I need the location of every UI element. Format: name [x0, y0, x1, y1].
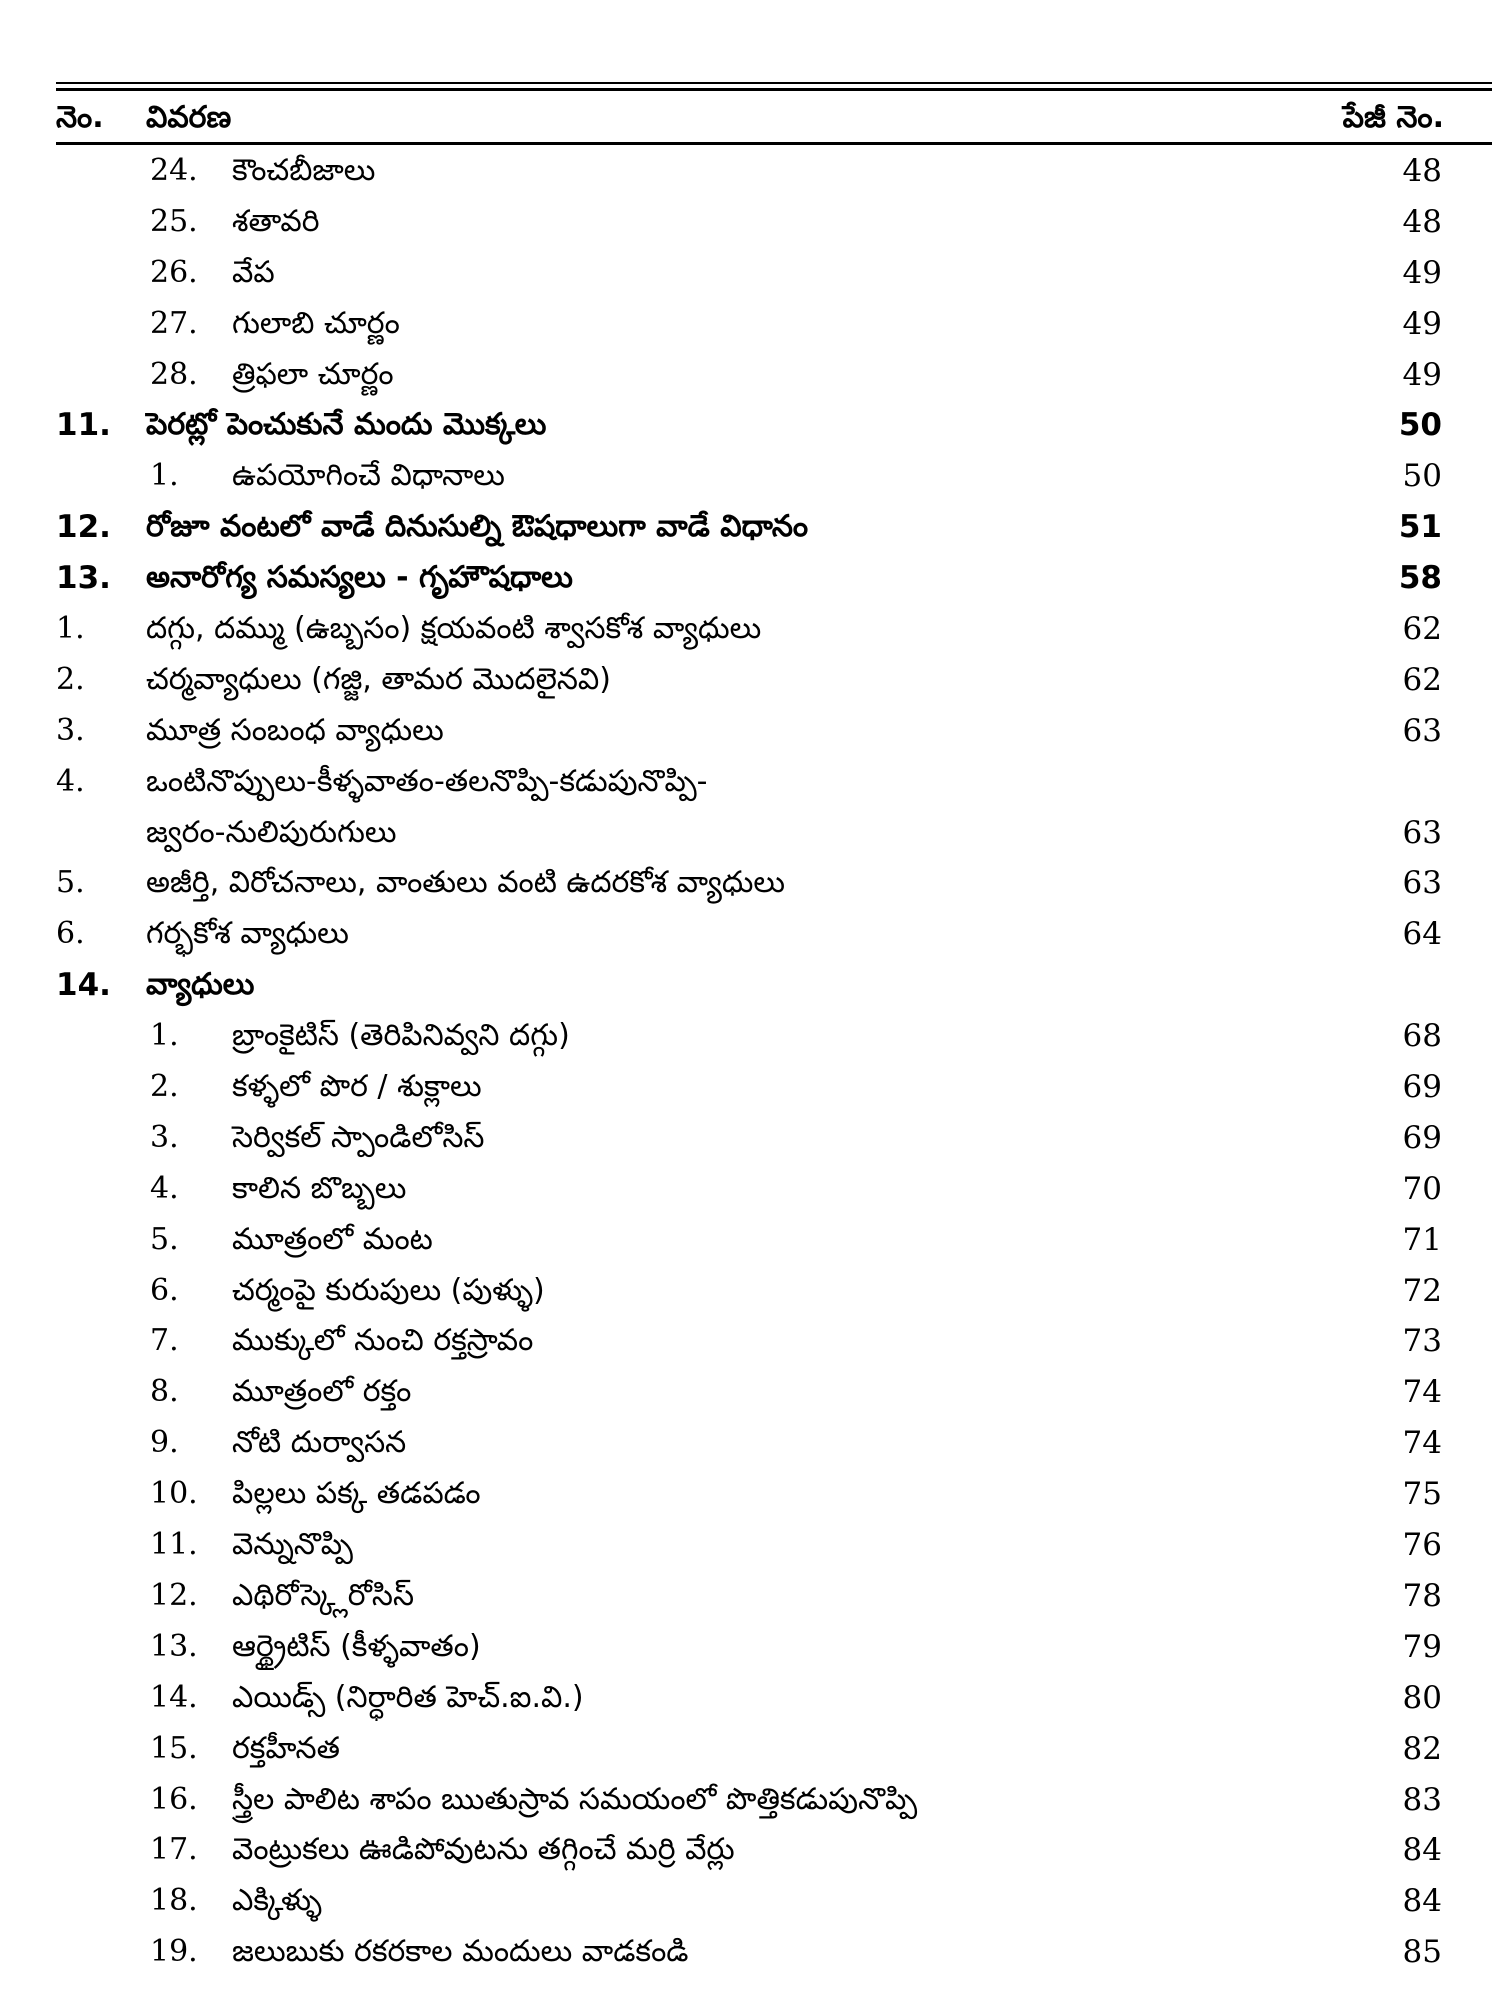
- toc-entry-row: [0, 1825, 1500, 1876]
- entry-page-number: 64: [1402, 916, 1442, 953]
- entry-title: నోటి దుర్వాసన: [232, 1425, 407, 1461]
- entry-title: వెంట్రుకలు ఊడిపోవుటను తగ్గించే మర్రి వేర్లు: [232, 1832, 735, 1868]
- entry-page-number: 74: [1402, 1425, 1442, 1462]
- entry-number: 7.: [150, 1323, 179, 1359]
- toc-entry-row: [0, 757, 1500, 808]
- entry-number: 2.: [56, 661, 85, 697]
- entry-title: పెరట్లో పెంచుకునే మందు మొక్కలు: [146, 407, 547, 443]
- entry-number: 5.: [56, 865, 85, 901]
- toc-entry-row: [0, 1113, 1500, 1164]
- toc-entry-row: [0, 808, 1500, 859]
- entry-page-number: 84: [1402, 1883, 1442, 1920]
- entry-title: వెన్నునొప్పి: [232, 1527, 353, 1563]
- entry-number: 9.: [150, 1425, 179, 1461]
- toc-entry-row: [0, 604, 1500, 655]
- entry-number: 28.: [150, 356, 198, 392]
- entry-number: 8.: [150, 1374, 179, 1410]
- entry-number: 15.: [150, 1730, 198, 1766]
- entry-page-number: 71: [1402, 1221, 1442, 1258]
- entry-page-number: 63: [1402, 814, 1442, 851]
- top-rule-thick: [56, 88, 1492, 91]
- entry-title: మూత్రంలో మంట: [232, 1221, 433, 1257]
- entry-number: 14.: [56, 967, 111, 1004]
- entry-title: అజీర్తి, విరోచనాలు, వాంతులు వంటి ఉదరకోశ వ్యాధులు: [146, 865, 786, 901]
- toc-section-row: [0, 553, 1500, 604]
- entry-title: ఆర్థ్రైటిస్ (కీళ్ళవాతం): [232, 1628, 481, 1664]
- entry-page-number: 48: [1402, 203, 1442, 240]
- entry-page-number: 68: [1402, 1018, 1442, 1055]
- entry-title: ఎథిరోస్క్లెరోసిస్: [232, 1577, 415, 1613]
- toc-entry-row: [0, 350, 1500, 401]
- toc-entry-row: [0, 248, 1500, 299]
- entry-title: చర్మంపై కురుపులు (పుళ్ళు): [232, 1272, 545, 1308]
- entry-page-number: 84: [1402, 1832, 1442, 1869]
- entry-title: జలుబుకు రకరకాల మందులు వాడకండి: [232, 1934, 689, 1970]
- entry-title: రోజూ వంటలో వాడే దినుసుల్ని ఔషధాలుగా వాడే విధానం: [146, 509, 809, 545]
- entry-number: 1.: [150, 1018, 179, 1054]
- entry-number: 4.: [150, 1170, 179, 1206]
- entry-number: 11.: [56, 407, 111, 444]
- toc-entry-row: [0, 858, 1500, 909]
- toc-entry-row: [0, 1266, 1500, 1317]
- toc-entry-row: [0, 451, 1500, 502]
- toc-header: [0, 96, 1500, 140]
- entry-page-number: 74: [1402, 1374, 1442, 1411]
- entry-title: దగ్గు, దమ్ము (ఉబ్బసం) క్షయవంటి శ్వాసకోశ వ్యాధులు: [146, 611, 762, 647]
- toc-entry-row: [0, 1927, 1500, 1978]
- entry-number: 19.: [150, 1934, 198, 1970]
- entry-title: త్రిఫలా చూర్ణం: [232, 356, 394, 392]
- entry-number: 6.: [150, 1272, 179, 1308]
- entry-page-number: 50: [1398, 407, 1442, 444]
- entry-number: 11.: [150, 1527, 198, 1563]
- entry-number: 2.: [150, 1069, 179, 1105]
- entry-number: 13.: [56, 560, 111, 597]
- entry-title: జ్వరం-నులిపురుగులు: [146, 814, 397, 850]
- toc-entry-row: [0, 1724, 1500, 1775]
- toc-entry-row: [0, 1062, 1500, 1113]
- entry-number: 18.: [150, 1883, 198, 1919]
- entry-title: కాలిన బొబ్బలు: [232, 1170, 407, 1206]
- entry-page-number: 62: [1402, 661, 1442, 698]
- header-bottom-rule: [56, 142, 1492, 145]
- entry-number: 10.: [150, 1476, 198, 1512]
- entry-title: రక్తహీనత: [232, 1730, 340, 1766]
- entry-title: మూత్రంలో రక్తం: [232, 1374, 412, 1410]
- entry-page-number: 76: [1402, 1527, 1442, 1564]
- entry-page-number: 49: [1402, 254, 1442, 291]
- entry-title: గులాబి చూర్ణం: [232, 305, 400, 341]
- entry-page-number: 58: [1398, 560, 1442, 597]
- entry-page-number: 63: [1402, 865, 1442, 902]
- entry-title: శతావరి: [232, 203, 320, 239]
- entry-number: 13.: [150, 1628, 198, 1664]
- toc-section-row: [0, 502, 1500, 553]
- entry-title: వ్యాధులు: [146, 967, 255, 1003]
- toc-entry-row: [0, 706, 1500, 757]
- entry-page-number: 72: [1402, 1272, 1442, 1309]
- entry-page-number: 83: [1402, 1781, 1442, 1818]
- entry-number: 16.: [150, 1781, 198, 1817]
- toc-section-row: [0, 960, 1500, 1011]
- entry-number: 1.: [150, 458, 179, 494]
- entry-title: చర్మవ్యాధులు (గజ్జి, తామర మొదలైనవి): [146, 661, 611, 697]
- entry-number: 17.: [150, 1832, 198, 1868]
- toc-list: [0, 146, 1500, 1978]
- entry-page-number: 85: [1402, 1934, 1442, 1971]
- entry-number: 3.: [56, 712, 85, 748]
- toc-entry-row: [0, 146, 1500, 197]
- toc-entry-row: [0, 1673, 1500, 1724]
- entry-page-number: 51: [1398, 509, 1442, 546]
- toc-entry-row: [0, 1571, 1500, 1622]
- entry-title: బ్రాంకైటిస్ (తెరిపినివ్వని దగ్గు): [232, 1018, 570, 1054]
- entry-number: 12.: [56, 509, 111, 546]
- entry-title: ముక్కులో నుంచి రక్తస్రావం: [232, 1323, 534, 1359]
- entry-title: కౌంచబీజాలు: [232, 153, 376, 188]
- toc-entry-row: [0, 197, 1500, 248]
- entry-page-number: 75: [1402, 1476, 1442, 1513]
- entry-number: 6.: [56, 916, 85, 952]
- entry-page-number: 80: [1402, 1679, 1442, 1716]
- entry-page-number: 48: [1402, 153, 1442, 189]
- toc-entry-row: [0, 909, 1500, 960]
- toc-entry-row: [0, 1520, 1500, 1571]
- toc-entry-row: [0, 299, 1500, 350]
- entry-title: పిల్లలు పక్క తడపడం: [232, 1476, 481, 1512]
- toc-entry-row: [0, 1418, 1500, 1469]
- entry-page-number: 49: [1402, 356, 1442, 393]
- entry-page-number: 73: [1402, 1323, 1442, 1360]
- entry-title: మూత్ర సంబంధ వ్యాధులు: [146, 712, 444, 748]
- entry-page-number: 78: [1402, 1577, 1442, 1614]
- entry-page-number: 63: [1402, 712, 1442, 749]
- toc-entry-row: [0, 655, 1500, 706]
- entry-number: 24.: [150, 153, 198, 188]
- entry-page-number: 69: [1402, 1069, 1442, 1106]
- toc-entry-row: [0, 1164, 1500, 1215]
- entry-page-number: 79: [1402, 1628, 1442, 1665]
- toc-entry-row: [0, 1215, 1500, 1266]
- entry-page-number: 62: [1402, 611, 1442, 648]
- header-page-label: పేజీ నెం.: [1342, 100, 1444, 135]
- entry-page-number: 49: [1402, 305, 1442, 342]
- entry-number: 26.: [150, 254, 198, 290]
- entry-title: వేప: [232, 254, 275, 290]
- entry-title: కళ్ళలో పొర / శుక్లాలు: [232, 1069, 482, 1105]
- entry-title: ఎక్కిళ్ళు: [232, 1883, 322, 1919]
- entry-title: గర్భకోశ వ్యాధులు: [146, 916, 349, 952]
- entry-page-number: 70: [1402, 1170, 1442, 1207]
- entry-number: 1.: [56, 611, 85, 647]
- toc-section-row: [0, 400, 1500, 451]
- header-number-label: నెం.: [56, 100, 104, 135]
- entry-number: 14.: [150, 1679, 198, 1715]
- entry-number: 5.: [150, 1221, 179, 1257]
- header-description-label: వివరణ: [146, 100, 232, 135]
- entry-title: అనారోగ్య సమస్యలు - గృహౌషధాలు: [146, 560, 573, 596]
- entry-page-number: 82: [1402, 1730, 1442, 1767]
- toc-entry-row: [0, 1876, 1500, 1927]
- entry-number: 3.: [150, 1119, 179, 1155]
- entry-number: 4.: [56, 763, 85, 799]
- entry-number: 25.: [150, 203, 198, 239]
- entry-title: ఉపయోగించే విధానాలు: [232, 458, 505, 494]
- toc-entry-row: [0, 1469, 1500, 1520]
- toc-entry-row: [0, 1775, 1500, 1826]
- entry-title: ఒంటినొప్పులు-కీళ్ళవాతం-తలనొప్పి-కడుపునొప్పి-: [146, 763, 708, 799]
- entry-title: సెర్వికల్ స్పాండిలోసిస్: [232, 1119, 485, 1155]
- toc-entry-row: [0, 1316, 1500, 1367]
- top-rule-thin: [56, 82, 1492, 84]
- toc-entry-row: [0, 1622, 1500, 1673]
- toc-entry-row: [0, 1367, 1500, 1418]
- entry-title: ఎయిడ్స్ (నిర్ధారిత హెచ్.ఐ.వి.): [232, 1679, 584, 1715]
- entry-page-number: 69: [1402, 1119, 1442, 1156]
- entry-number: 27.: [150, 305, 198, 341]
- entry-number: 12.: [150, 1577, 198, 1613]
- entry-title: స్త్రీల పాలిట శాపం ఋతుస్రావ సమయంలో పొత్తికడుపునొప్పి: [232, 1781, 918, 1817]
- toc-entry-row: [0, 1011, 1500, 1062]
- entry-page-number: 50: [1402, 458, 1442, 495]
